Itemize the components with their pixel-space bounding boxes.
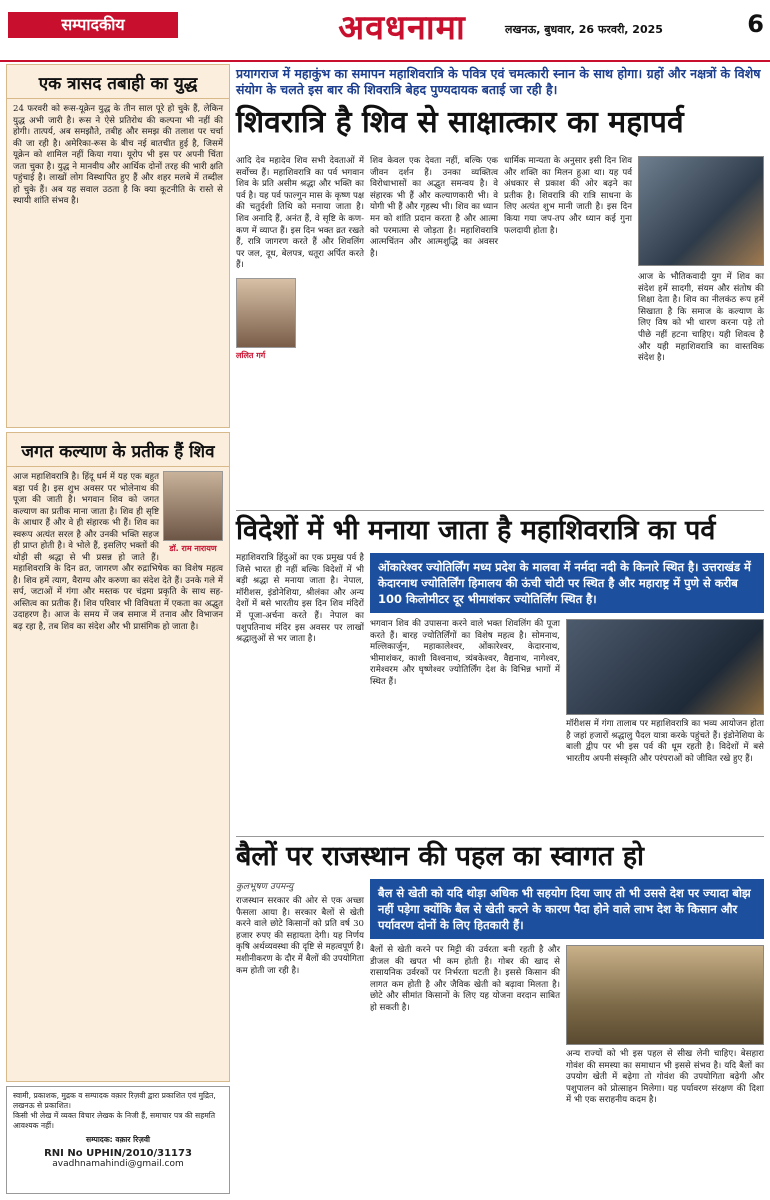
story2-column-1: महाशिवरात्रि हिंदुओं का एक प्रमुख पर्व है जिसे भारत ही नहीं बल्कि विदेशों में भी बड़ी श्रद्धा से मनाया जाता है। नेपाल, मॉरीशस, इंडोनेशिया, श्रीलंका और अन्य देशों में बसे भारतीय इस दिन शिव मंदिरों में पूजा-अर्चना करते हैं। नेपाल का पशुपतिनाथ मंदिर इस अवसर पर लाखों श्रद्धालुओं से भर जाता है। xyxy=(236,553,364,645)
editorial-body-2: आज महाशिवरात्रि है। हिंदू धर्म में यह एक बहुत बड़ा पर्व है। इस शुभ अवसर पर भोलेनाथ की पूजा की जाती है। भगवान शिव को जगत कल्याण का प्रतीक माना जाता है। शिव ही सृष्टि के आधार हैं और वे ही संहारक भी हैं। शिव का स्वरूप अत्यंत सरल है और उनकी भक्ति सहज ही प्राप्त होती है। वे भोले हैं, इसलिए भक्तों की थोड़ी सी श्रद्धा से भी प्रसन्न हो जाते हैं। महाशिवरात्रि के दिन व्रत, जागरण और रुद्राभिषेक का विशेष महत्व है। शिव हमें त्याग, वैराग्य और करुणा का संदेश देते हैं। उनके गले में सर्प, जटाओं में गंगा और मस्तक पर चंद्रमा प्रकृति के साथ सह-अस्तित्व का प्रतीक हैं। शिव परिवार भी विविधता में एकता का अद्भुत उदाहरण है। आज के समय में जब समाज में तनाव और विभाजन बढ़ रहा है, तब शिव का संदेश और भी प्रासंगिक हो जाता है। xyxy=(13,472,223,632)
author-name: डॉ. राम नारायण xyxy=(169,544,217,553)
story3-column-1: राजस्थान सरकार की ओर से एक अच्छा फैसला आया है। सरकार बैलों से खेती करने वाले छोटे किसानों को प्रति वर्ष 30 हजार रुपए की सहायता देगी। यह निर्णय कृषि अर्थव्यवस्था की दृष्टि से महत्वपूर्ण है। मशीनीकरण के दौर में बैलों की उपयोगिता कम होती जा रही है। xyxy=(236,896,364,976)
story2-headline: विदेशों में भी मनाया जाता है महाशिवरात्रि का पर्व xyxy=(236,515,716,546)
section-label: सम्पादकीय xyxy=(8,12,178,38)
author-photo xyxy=(236,278,296,348)
story2-column-3: मॉरीशस में गंगा तालाब पर महाशिवरात्रि का भव्य आयोजन होता है जहां हजारों श्रद्धालु पैदल यात्रा करके पहुंचते हैं। इंडोनेशिया के बाली द्वीप पर भी इस पर्व की धूम रहती है। विदेशों में बसे भारतीय अपनी संस्कृति और परंपराओं को जीवित रखे हुए हैं। xyxy=(566,719,764,764)
imprint-line-2: किसी भी लेख में व्यक्त विचार लेखक के निजी हैं, समाचार पत्र की सहमति आवश्यक नहीं। xyxy=(13,1111,216,1130)
story2-column-2: भगवान शिव की उपासना करने वाले भक्त शिवलिंग की पूजा करते हैं। बारह ज्योतिर्लिंगों का विशेष महत्व है। सोमनाथ, मल्लिकार्जुन, महाकालेश्वर, ओंकारेश्वर, केदारनाथ, भीमाशंकर, काशी विश्वनाथ, त्र्यंबकेश्वर, वैद्यनाथ, नागेश्वर, रामेश्वरम और घृष्णेश्वर ज्योतिर्लिंग देश के विभिन्न भागों में स्थित हैं। xyxy=(370,619,560,687)
story3-highlight: बैल से खेती को यदि थोड़ा अधिक भी सहयोग दिया जाए तो भी उससे देश पर ज्यादा बोझ नहीं पड़ेगा क्योंकि बैल से खेती करने के कारण पैदा होने वाले लाभ देश के किसान और पर्यावरण दोनों के लिए हितकारी हैं। xyxy=(370,879,764,939)
story1-column-1: आदि देव महादेव शिव सभी देवताओं में सर्वोच्च हैं। महाशिवरात्रि का पर्व भगवान शिव के प्रति असीम श्रद्धा और भक्ति का पर्व है। यह पर्व फाल्गुन मास के कृष्ण पक्ष की चतुर्दशी तिथि को मनाया जाता है। शिव अनादि हैं, अनंत हैं, वे सृष्टि के कण-कण में व्याप्त हैं। इस दिन भक्त व्रत रखते हैं, रात्रि जागरण करते हैं और शिवलिंग पर जल, दूध, बेलपत्र, धतूरा अर्पित करते हैं। xyxy=(236,156,364,271)
story1-headline: शिवरात्रि है शिव से साक्षात्कार का महापर्व xyxy=(236,105,684,140)
editorial-box-1 xyxy=(6,64,230,428)
story1-column-2: शिव केवल एक देवता नहीं, बल्कि एक जीवन दर्शन हैं। उनका व्यक्तित्व विरोधाभासों का अद्भुत समन्वय है। वे संहारक भी हैं और कल्याणकारी भी। वे योगी भी हैं और गृहस्थ भी। शिव का ध्यान मन को शांति प्रदान करता है और आत्मा को परमात्मा से जोड़ता है। महाशिवरात्रि आत्मचिंतन और आत्मशुद्धि का अवसर है। xyxy=(370,156,498,259)
imprint-editor: सम्पादक: वक़ार रिज़वी xyxy=(85,1135,151,1144)
story1-column-4: आज के भौतिकवादी युग में शिव का संदेश हमें सादगी, संयम और संतोष की शिक्षा देता है। शिव का नीलकंठ रूप हमें सिखाता है कि समाज के कल्याण के लिए विष को भी धारण करना पड़े तो पीछे नहीं हटना चाहिए। यही शिवत्व है और यही महाशिवरात्रि का वास्तविक संदेश है। xyxy=(638,272,764,364)
editorial-box-2 xyxy=(6,432,230,1082)
story-abroad xyxy=(236,510,764,830)
story1-column-3: धार्मिक मान्यता के अनुसार इसी दिन शिव और शक्ति का मिलन हुआ था। यह पर्व अंधकार से प्रकाश की ओर बढ़ने का प्रतीक है। शिवरात्रि की रात्रि साधना के लिए अत्यंत शुभ मानी जाती है। इस दिन किया गया जप-तप और ध्यान कई गुना फलदायी होता है। xyxy=(504,156,632,236)
page-number: 6 xyxy=(747,10,764,38)
shiva-image xyxy=(638,156,764,266)
story3-author: कुलभूषण उपमन्यु xyxy=(236,882,294,892)
story1-author: ललित गर्ग xyxy=(236,350,266,360)
editorial-title-1: एक त्रासद तबाही का युद्ध xyxy=(7,65,229,99)
left-column xyxy=(6,64,230,1194)
newspaper-logo: अवधनामा xyxy=(338,8,466,48)
shivling-image xyxy=(566,619,764,715)
masthead xyxy=(0,0,770,62)
story1-kicker: प्रयागराज में महाकुंभ का समापन महाशिवरात्रि के पवित्र एवं चमत्कारी स्नान के साथ होगा। ग्रहों और नक्षत्रों के विशेष संयोग के चलते इस बार की शिवरात्रि बेहद पुण्यदायक बताई जा रही है। xyxy=(236,66,761,97)
editorial-title-2: जगत कल्याण के प्रतीक हैं शिव xyxy=(7,433,229,467)
dateline: लखनऊ, बुधवार, 26 फरवरी, 2025 xyxy=(505,23,663,36)
author-photo xyxy=(163,471,223,541)
story2-highlight: ओंकारेश्वर ज्योतिर्लिंग मध्य प्रदेश के मालवा में नर्मदा नदी के किनारे स्थित है। उत्तराखंड में केदारनाथ ज्योतिर्लिंग हिमालय की ऊंची चोटी पर स्थित है और महाराष्ट्र में पुणे से करीब 100 किलोमीटर दूर भीमाशंकर ज्योतिर्लिंग स्थित है। xyxy=(370,553,764,613)
story3-headline: बैलों पर राजस्थान की पहल का स्वागत हो xyxy=(236,841,645,872)
story3-column-2: बैलों से खेती करने पर मिट्टी की उर्वरता बनी रहती है और डीजल की खपत भी कम होती है। गोबर की खाद से रासायनिक उर्वरकों पर निर्भरता घटती है। इससे किसान की लागत कम होती है और जैविक खेती को बढ़ावा मिलता है। छोटे और सीमांत किसानों के लिए यह योजना वरदान साबित हो सकती है। xyxy=(370,945,560,1013)
story-shivratri xyxy=(236,64,764,504)
story-bulls xyxy=(236,836,764,1194)
editorial-body-1: 24 फरवरी को रूस-यूक्रेन युद्ध के तीन साल पूरे हो चुके हैं, लेकिन युद्ध अभी जारी है। रूस ने ऐसे प्रतिरोध की कल्पना भी नहीं की होगी। तात्पर्य, अब समझौते, तबीह और समझ की तलाश पर चर्चा की जा रही है। अमेरिका-रूस के बीच नई बातचीत हुई है, जिसमें यूक्रेन को शामिल नहीं किया गया। यूरोप भी इस पर अपनी चिंता जता चुका है। युद्ध ने मानवीय और आर्थिक दोनों तरह की भारी क्षति पहुंचाई है। लाखों लोग विस्थापित हुए हैं और शहर मलबे में तब्दील हो चुके हैं। अब यह सवाल उठता है कि क्या कूटनीति के रास्ते से स्थायी शांति संभव है। xyxy=(13,104,223,206)
contact-email: avadhnamahindi@gmail.com xyxy=(52,1159,184,1169)
rni-number: RNI No UPHIN/2010/31173 xyxy=(44,1148,192,1159)
story3-column-3: अन्य राज्यों को भी इस पहल से सीख लेनी चाहिए। बेसहारा गोवंश की समस्या का समाधान भी इससे संभव है। यदि बैलों का उपयोग खेती में बढ़ेगा तो गोवंश की उपयोगिता बढ़ेगी और पशुपालन को प्रोत्साहन मिलेगा। यह पर्यावरण संरक्षण की दिशा में भी एक सराहनीय कदम है। xyxy=(566,1049,764,1106)
imprint-line-1: स्वामी, प्रकाशक, मुद्रक व सम्पादक वक़ार रिज़वी द्वारा प्रकाशित एवं मुद्रित, लखनऊ से प्रकाशित। xyxy=(13,1091,216,1110)
bullock-farming-image xyxy=(566,945,764,1045)
imprint-box xyxy=(6,1086,230,1194)
